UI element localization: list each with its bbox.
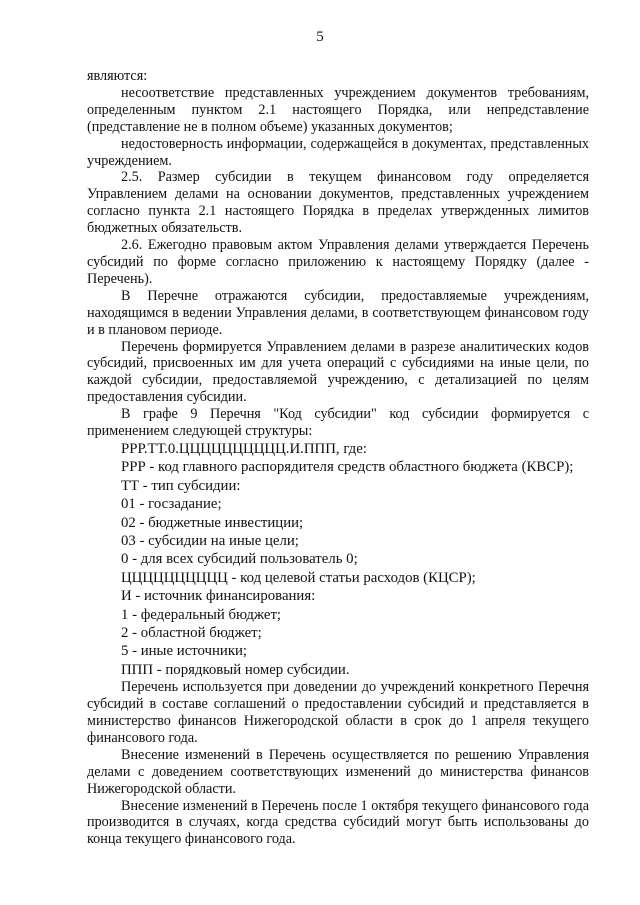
paragraph: Внесение изменений в Перечень осуществляется по решению Управления делами с доведением соответствующих изменений до министерства финансов Нижегородской области. [87, 746, 589, 797]
code-structure-line: ППП - порядковый номер субсидии. [121, 661, 350, 678]
code-structure-line: 1 - федеральный бюджет; [121, 606, 282, 623]
code-structure-line: 01 - госзадание; [121, 496, 222, 513]
paragraph: Внесение изменений в Перечень после 1 октября текущего финансового года производится в случаях, когда средства субсидий могут быть использованы до конца текущего финансового года. [87, 797, 589, 848]
code-structure-line: 5 - иные источники; [121, 643, 248, 660]
code-structure-line: РРР.ТТ.0.ЦЦЦЦЦЦЦЦЦЦ.И.ППП, где: [121, 440, 367, 457]
code-structure-line: 02 - бюджетные инвестиции; [121, 514, 304, 531]
paragraph: являются: [87, 68, 148, 84]
code-structure-line: ТТ - тип субсидии: [121, 477, 241, 494]
paragraph: Перечень используется при доведении до учреждений конкретного Перечня субсидий в составе соглашений о предоставлении субсидий и представляется в министерство финансов Нижегородской области в срок до 1 апреля текущего финансового года. [87, 679, 589, 746]
code-structure-line: 2 - областной бюджет; [121, 625, 262, 641]
paragraph: В Перечне отражаются субсидии, предоставляемые учреждениям, находящимся в ведении Управления делами, в соответствующем финансовом году и в плановом периоде. [87, 287, 589, 338]
code-structure-line: 03 - субсидии на иные цели; [121, 532, 299, 549]
paragraph: недостоверность информации, содержащейся в документах, представленных учреждением. [87, 135, 589, 169]
paragraph: 2.6. Ежегодно правовым актом Управления делами утверждается Перечень субсидий по форме согласно приложению к настоящему Порядку (далее - Перечень). [87, 237, 589, 287]
code-structure-line: ЦЦЦЦЦЦЦЦЦЦ - код целевой статьи расходов (КЦСР); [121, 569, 476, 586]
code-structure-line: И - источник финансирования: [121, 588, 316, 605]
code-structure-line: 0 - для всех субсидий пользователь 0; [121, 551, 358, 568]
code-structure-line: РРР - код главного распорядителя средств областного бюджета (КВСР); [121, 459, 574, 476]
page-number: 5 [316, 29, 324, 45]
paragraph: В графе 9 Перечня "Код субсидии" код субсидии формируется с применением следующей структуры: [87, 406, 589, 440]
paragraph: Перечень формируется Управлением делами в разрезе аналитических кодов субсидий, присвоенных им для учета операций с субсидиями на иные цели, по каждой субсидии, предоставляемой учреждению, с детализацией по целям предоставления субсидии. [87, 338, 589, 406]
paragraph: 2.5. Размер субсидии в текущем финансовом году определяется Управлением делами на основании документов, представленных учреждением согласно пункта 2.1 настоящего Порядка в пределах утвержденных лимитов бюджетных обязательств. [87, 169, 589, 237]
document-body [87, 68, 589, 848]
paragraph: несоответствие представленных учреждением документов требованиям, определенным пунктом 2.1 настоящего Порядка, или непредставление (представление не в полном объеме) указанных документов; [87, 84, 589, 135]
